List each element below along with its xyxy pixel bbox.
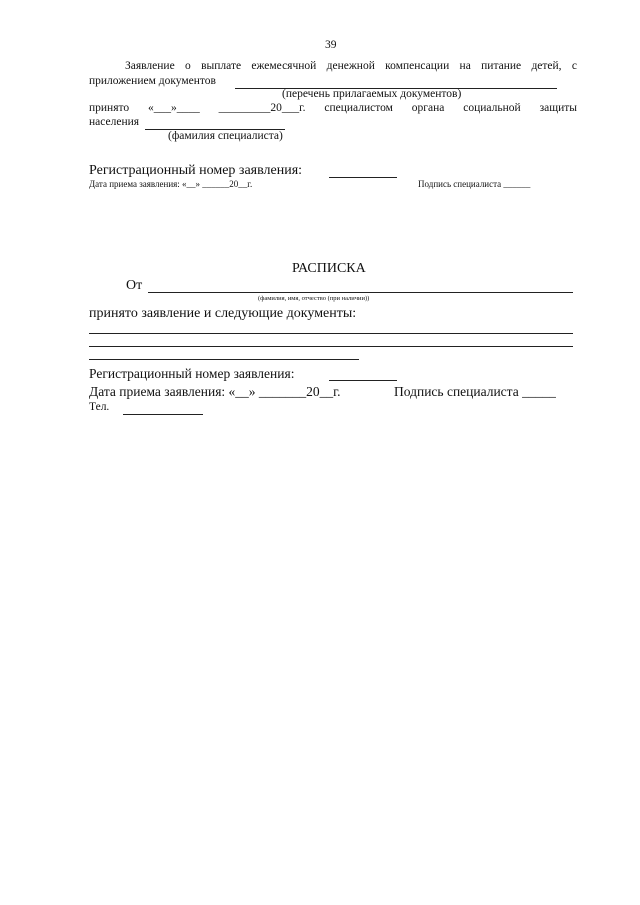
from-caption: (фамилия, имя, отчество (при наличии)) xyxy=(258,295,370,302)
specialist-caption: (фамилия специалиста) xyxy=(168,130,283,142)
registration-number-line xyxy=(329,177,397,178)
registration-number-label: Регистрационный номер заявления: xyxy=(89,163,303,178)
receipt-registration-label: Регистрационный номер заявления: xyxy=(89,366,295,381)
documents-line-1 xyxy=(89,333,573,334)
attachments-caption: (перечень прилагаемых документов) xyxy=(282,88,462,100)
from-fill-line xyxy=(148,292,573,293)
receipt-date-line: Дата приема заявления: «__» _______20__г. xyxy=(89,384,341,399)
phone-fill-line xyxy=(123,414,203,415)
documents-line-2 xyxy=(89,346,573,347)
receipt-signature: Подпись специалиста _____ xyxy=(394,384,556,399)
page-number: 39 xyxy=(325,39,337,51)
application-line-1: Заявление о выплате ежемесячной денежной компенсации на питание детей, с xyxy=(125,60,577,72)
accepted-line: принято «___»____ _________20___г. специалистом органа социальной защиты xyxy=(89,102,577,114)
documents-line-3 xyxy=(89,359,359,360)
phone-label: Тел. xyxy=(89,401,110,413)
accepted-documents-text: принято заявление и следующие документы: xyxy=(89,306,357,321)
receipt-registration-line xyxy=(329,380,397,381)
receipt-title: РАСПИСКА xyxy=(292,261,366,276)
specialist-signature: Подпись специалиста ______ xyxy=(418,179,531,189)
date-received-line: Дата приема заявления: «__» ______20__г. xyxy=(89,179,253,189)
population-label: населения xyxy=(89,116,140,128)
from-label: От xyxy=(126,278,143,293)
attachments-label: приложением документов xyxy=(89,75,216,87)
